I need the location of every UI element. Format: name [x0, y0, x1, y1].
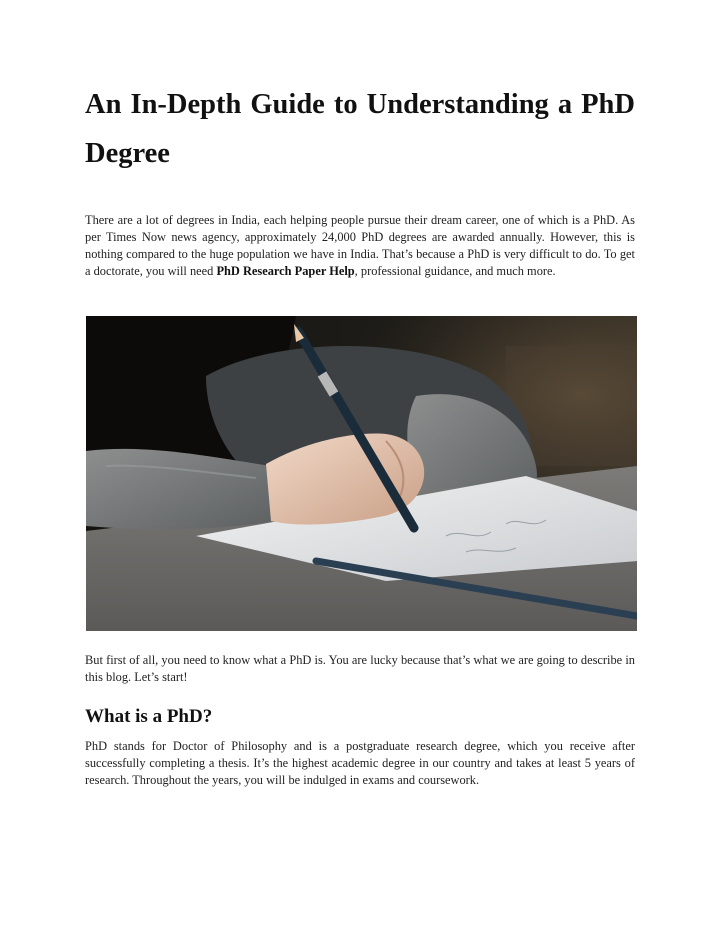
intro-text-end: , professional guidance, and much more. [354, 264, 556, 278]
intro-bold-link-text: PhD Research Paper Help [216, 264, 355, 278]
section-body: PhD stands for Doctor of Philosophy and is a postgraduate research degree, which you receive after successfully completing a thesis. It’s the highest academic degree in our country and takes at least 5 years of research. Throughout the years, you will be indulged in exams and coursework. [85, 739, 635, 787]
intro-paragraph [85, 212, 635, 280]
page-title: An In-Depth Guide to Understanding a PhD Degree [85, 89, 635, 169]
intro-text-start: There are a lot of degrees in India, each helping people pursue their dream career, one of which is a PhD. As per Times Now news agency, approximately 24,000 PhD degrees are awarded annually. However, this is nothing compared to the huge population we have in India. That’s because a PhD is very difficult to do. To get a doctorate, you will need [85, 213, 635, 278]
transition-paragraph: But first of all, you need to know what a PhD is. You are lucky because that’s what we are going to describe in this blog. Let’s start! [85, 653, 635, 684]
student-writing-photo [86, 316, 637, 631]
section-heading: What is a PhD? [85, 706, 213, 727]
